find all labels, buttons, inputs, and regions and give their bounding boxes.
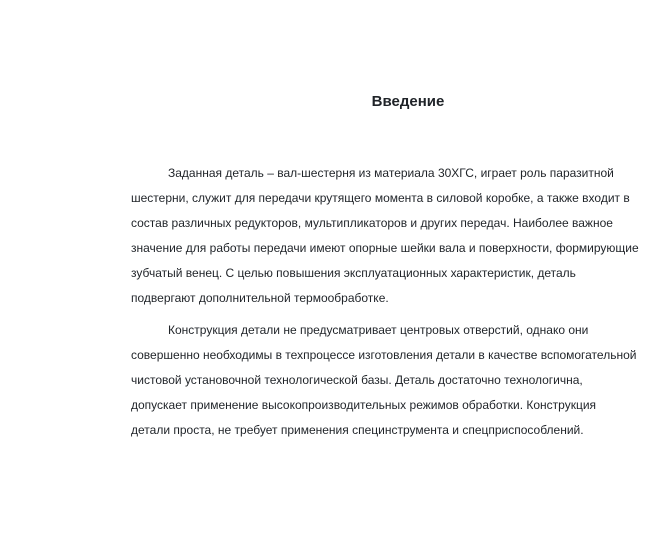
paragraph-2 (131, 322, 661, 447)
text-line: чистовой установочной технологической базы. Деталь достаточно технологична, (131, 373, 583, 387)
document-title: Введение (371, 93, 445, 110)
text-line: подвергают дополнительной термообработке. (131, 291, 389, 305)
text-line: Конструкция детали не предусматривает центровых отверстий, однако они (168, 323, 589, 337)
text-line: детали проста, не требует применения специнструмента и спецприспособлений. (131, 423, 584, 437)
text-line: совершенно необходимы в техпроцессе изготовления детали в качестве вспомогательной (131, 348, 637, 362)
paragraph-1 (131, 165, 661, 315)
text-line: шестерни, служит для передачи крутящего момента в силовой коробке, а также входит в (131, 191, 630, 205)
text-line: значение для работы передачи имеют опорные шейки вала и поверхности, формирующие (131, 241, 639, 255)
document-body (131, 165, 661, 447)
text-line: Заданная деталь – вал-шестерня из материала 30ХГС, играет роль паразитной (168, 166, 614, 180)
text-line: зубчатый венец. С целью повышения эксплуатационных характеристик, деталь (131, 266, 576, 280)
text-line: состав различных редукторов, мультипликаторов и других передач. Наиболее важное (131, 216, 613, 230)
text-line: допускает применение высокопроизводительных режимов обработки. Конструкция (131, 398, 597, 412)
